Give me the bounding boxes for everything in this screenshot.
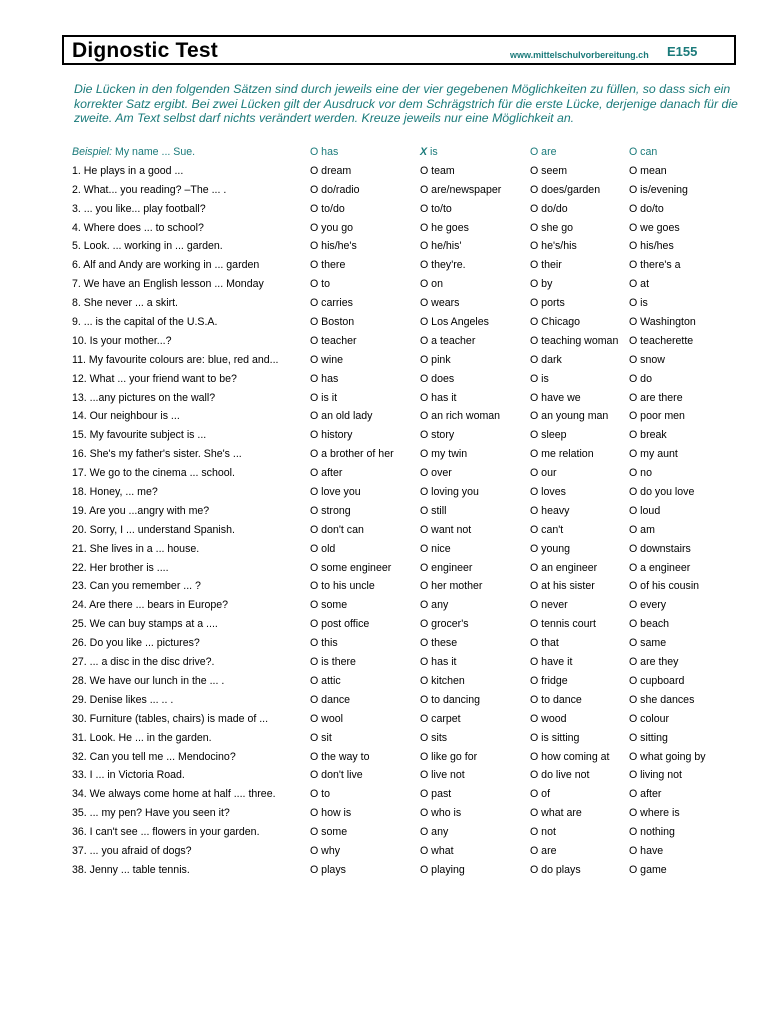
answer-option-2[interactable]: O are/newspaper: [420, 183, 502, 196]
answer-option-2[interactable]: O he/his': [420, 240, 462, 253]
answer-option-4[interactable]: O a engineer: [629, 561, 691, 574]
question-text: 30. Furniture (tables, chairs) is made of ...: [72, 712, 269, 725]
answer-option-3[interactable]: O heavy: [530, 504, 570, 517]
question-text: 6. Alf and Andy are working in ... garden: [72, 259, 260, 272]
answer-option-4[interactable]: O my aunt: [629, 448, 678, 461]
question-row: [72, 390, 762, 409]
answer-option-3[interactable]: O teaching woman: [530, 334, 619, 347]
answer-option-2[interactable]: O sits: [420, 731, 448, 744]
answer-option-1[interactable]: O dream: [310, 164, 352, 177]
answer-option-4[interactable]: O cupboard: [629, 674, 685, 687]
answer-option-1[interactable]: O love you: [310, 486, 361, 499]
answer-option-4[interactable]: O she dances: [629, 693, 695, 706]
question-text: 3. ... you like... play football?: [72, 202, 206, 215]
answer-option-3[interactable]: O do plays: [530, 863, 581, 876]
question-text: 26. Do you like ... pictures?: [72, 637, 200, 650]
answer-option-4[interactable]: O break: [629, 429, 667, 442]
example-row: [72, 144, 762, 163]
instructions: Die Lücken in den folgenden Sätzen sind durch jeweils eine der vier gegebenen Möglichkeiten zu füllen, so dass sich ein korrekter Satz ergibt. Bei zwei Lücken gilt der Ausdruck vor dem Schrägstrich für die erste Lücke, derjenige danach für die zweite. Am Text selbst darf nichts verändert werden. Kreuze jeweils nur eine Möglichkeit an.: [74, 82, 738, 125]
example-option-3[interactable]: O are: [530, 146, 557, 158]
answer-option-2[interactable]: O over: [420, 467, 452, 480]
answer-option-2[interactable]: O past: [420, 788, 452, 801]
answer-option-2[interactable]: O pink: [420, 353, 451, 366]
question-row: [72, 541, 762, 560]
question-text: 38. Jenny ... table tennis.: [72, 863, 190, 876]
answer-option-3[interactable]: O ports: [530, 297, 565, 310]
answer-option-2[interactable]: O an rich woman: [420, 410, 501, 423]
question-row: [72, 711, 762, 730]
answer-option-1[interactable]: O to/do: [310, 202, 345, 215]
answer-option-1[interactable]: O an old lady: [310, 410, 373, 423]
question-row: [72, 862, 762, 881]
answer-option-2[interactable]: O my twin: [420, 448, 468, 461]
answer-option-4[interactable]: O sitting: [629, 731, 668, 744]
answer-option-4[interactable]: O of his cousin: [629, 580, 700, 593]
answer-option-4[interactable]: O Washington: [629, 316, 696, 329]
question-text: 29. Denise likes ... .. .: [72, 693, 174, 706]
answer-option-2[interactable]: O what: [420, 844, 454, 857]
question-row: [72, 692, 762, 711]
answer-option-4[interactable]: O same: [629, 637, 667, 650]
answer-option-4[interactable]: O are they: [629, 656, 679, 669]
question-row: [72, 635, 762, 654]
answer-option-3[interactable]: O not: [530, 826, 556, 839]
question-text: 16. She's my father's sister. She's ...: [72, 448, 242, 461]
question-text: 20. Sorry, I ... understand Spanish.: [72, 523, 235, 536]
answer-option-2[interactable]: O engineer: [420, 561, 473, 574]
answer-option-4[interactable]: O there's a: [629, 259, 681, 272]
answer-option-2[interactable]: O Los Angeles: [420, 316, 489, 329]
question-text: 7. We have an English lesson ... Monday: [72, 278, 264, 291]
answer-option-3[interactable]: O by: [530, 278, 553, 291]
answer-option-2[interactable]: O grocer's: [420, 618, 469, 631]
answer-option-1[interactable]: O don't live: [310, 769, 363, 782]
question-row: [72, 673, 762, 692]
example-option-4[interactable]: O can: [629, 146, 658, 158]
answer-option-3[interactable]: O me relation: [530, 448, 594, 461]
question-text: 37. ... you afraid of dogs?: [72, 844, 192, 857]
answer-option-1[interactable]: O carries: [310, 297, 353, 310]
question-text: 36. I can't see ... flowers in your garden.: [72, 826, 260, 839]
answer-option-4[interactable]: O loud: [629, 504, 661, 517]
question-text: 33. I ... in Victoria Road.: [72, 769, 185, 782]
answer-option-1[interactable]: O teacher: [310, 334, 357, 347]
question-text: 35. ... my pen? Have you seen it?: [72, 807, 230, 820]
answer-option-4[interactable]: O have: [629, 844, 664, 857]
answer-option-1[interactable]: O the way to: [310, 750, 370, 763]
answer-option-4[interactable]: O mean: [629, 164, 667, 177]
answer-option-1[interactable]: O to: [310, 788, 331, 801]
answer-option-4[interactable]: O beach: [629, 618, 670, 631]
question-text: 31. Look. He ... in the garden.: [72, 731, 212, 744]
question-row: [72, 597, 762, 616]
question-text: 12. What ... your friend want to be?: [72, 372, 237, 385]
page-title: Dignostic Test: [72, 39, 218, 62]
answer-option-3[interactable]: O to dance: [530, 693, 582, 706]
question-row: [72, 352, 762, 371]
answer-option-2[interactable]: O kitchen: [420, 674, 465, 687]
answer-option-3[interactable]: O do/do: [530, 202, 568, 215]
answer-option-1[interactable]: O to: [310, 278, 331, 291]
answer-option-3[interactable]: O never: [530, 599, 568, 612]
question-row: [72, 371, 762, 390]
answer-option-4[interactable]: O what going by: [629, 750, 706, 763]
answer-option-1[interactable]: O his/he's: [310, 240, 357, 253]
question-text: 15. My favourite subject is ...: [72, 429, 207, 442]
answer-option-1[interactable]: O wool: [310, 712, 343, 725]
answer-option-4[interactable]: O nothing: [629, 826, 675, 839]
answer-option-1[interactable]: O some: [310, 826, 348, 839]
answer-option-1[interactable]: O how is: [310, 807, 352, 820]
answer-option-3[interactable]: O of: [530, 788, 551, 801]
example-option-2[interactable]: [420, 146, 438, 158]
question-text: 13. ...any pictures on the wall?: [72, 391, 216, 404]
answer-option-2[interactable]: O story: [420, 429, 455, 442]
question-text: 32. Can you tell me ... Mendocino?: [72, 750, 236, 763]
answer-option-1[interactable]: O strong: [310, 504, 351, 517]
answer-option-3[interactable]: O can't: [530, 523, 564, 536]
answer-option-3[interactable]: O he's/his: [530, 240, 577, 253]
answer-option-2[interactable]: O a teacher: [420, 334, 476, 347]
question-text: 5. Look. ... working in ... garden.: [72, 240, 223, 253]
answer-option-3[interactable]: O seem: [530, 164, 568, 177]
question-row: [72, 182, 762, 201]
answer-option-2[interactable]: O playing: [420, 863, 465, 876]
answer-option-3[interactable]: O loves: [530, 486, 566, 499]
answer-option-1[interactable]: O don't can: [310, 523, 364, 536]
question-row: [72, 314, 762, 333]
question-row: [72, 843, 762, 862]
question-row: [72, 749, 762, 768]
answer-option-4[interactable]: O teacherette: [629, 334, 694, 347]
answer-option-3[interactable]: O does/garden: [530, 183, 601, 196]
question-row: [72, 578, 762, 597]
answer-option-3[interactable]: O that: [530, 637, 559, 650]
document-code: E155: [667, 44, 698, 59]
question-row: [72, 446, 762, 465]
answer-option-3[interactable]: O wood: [530, 712, 567, 725]
answer-option-2[interactable]: O loving you: [420, 486, 479, 499]
answer-option-2[interactable]: O live not: [420, 769, 465, 782]
answer-option-4[interactable]: O no: [629, 467, 652, 480]
question-text: 4. Where does ... to school?: [72, 221, 204, 234]
page-header: [62, 35, 736, 65]
question-text: 23. Can you remember ... ?: [72, 580, 201, 593]
answer-option-2[interactable]: O these: [420, 637, 458, 650]
answer-option-3[interactable]: O an engineer: [530, 561, 598, 574]
answer-option-2[interactable]: O team: [420, 164, 455, 177]
question-text: 24. Are there ... bears in Europe?: [72, 599, 229, 612]
question-row: [72, 503, 762, 522]
question-row: [72, 560, 762, 579]
answer-option-3[interactable]: O young: [530, 542, 571, 555]
answer-option-3[interactable]: O their: [530, 259, 562, 272]
answer-option-2[interactable]: O on: [420, 278, 443, 291]
question-row: [72, 522, 762, 541]
answer-option-2[interactable]: O has it: [420, 656, 457, 669]
question-text: 2. What... you reading? –The ... .: [72, 183, 227, 196]
example-label: Beispiel:: [72, 146, 113, 158]
question-text: 22. Her brother is ....: [72, 561, 169, 574]
answer-option-3[interactable]: O have it: [530, 656, 573, 669]
answer-option-2[interactable]: O he goes: [420, 221, 469, 234]
answer-option-3[interactable]: O she go: [530, 221, 573, 234]
answer-option-2[interactable]: O has it: [420, 391, 457, 404]
answer-option-4[interactable]: O every: [629, 599, 667, 612]
question-row: [72, 276, 762, 295]
answer-option-3[interactable]: O do live not: [530, 769, 590, 782]
answer-option-2[interactable]: O want not: [420, 523, 472, 536]
answer-option-1[interactable]: O some: [310, 599, 348, 612]
question-text: 17. We go to the cinema ... school.: [72, 467, 235, 480]
question-row: [72, 408, 762, 427]
question-row: [72, 805, 762, 824]
answer-option-3[interactable]: O sleep: [530, 429, 567, 442]
question-text: 34. We always come home at half .... three.: [72, 788, 276, 801]
question-row: [72, 295, 762, 314]
answer-option-2[interactable]: O to dancing: [420, 693, 481, 706]
question-row: [72, 333, 762, 352]
question-text: 14. Our neighbour is ...: [72, 410, 180, 423]
answer-option-1[interactable]: O is it: [310, 391, 338, 404]
question-row: [72, 201, 762, 220]
answer-option-3[interactable]: O fridge: [530, 674, 568, 687]
question-list: [72, 144, 762, 881]
answer-option-1[interactable]: O attic: [310, 674, 341, 687]
answer-option-1[interactable]: O wine: [310, 353, 343, 366]
answer-option-2[interactable]: O they're.: [420, 259, 466, 272]
answer-option-3[interactable]: O dark: [530, 353, 562, 366]
answer-option-2[interactable]: O like go for: [420, 750, 478, 763]
answer-option-4[interactable]: O do you love: [629, 486, 695, 499]
answer-option-1[interactable]: O is there: [310, 656, 356, 669]
answer-option-1[interactable]: O to his uncle: [310, 580, 375, 593]
question-text: 11. My favourite colours are: blue, red and...: [72, 353, 279, 366]
answer-option-4[interactable]: O game: [629, 863, 667, 876]
question-row: [72, 465, 762, 484]
question-row: [72, 427, 762, 446]
answer-option-1[interactable]: O old: [310, 542, 336, 555]
answer-option-3[interactable]: O are: [530, 844, 557, 857]
answer-option-4[interactable]: O downstairs: [629, 542, 691, 555]
answer-option-4[interactable]: O do/to: [629, 202, 664, 215]
answer-option-4[interactable]: O am: [629, 523, 655, 536]
answer-option-1[interactable]: O some engineer: [310, 561, 392, 574]
answer-option-2[interactable]: O does: [420, 372, 455, 385]
answer-option-4[interactable]: O snow: [629, 353, 665, 366]
question-row: [72, 163, 762, 182]
answer-option-4[interactable]: O we goes: [629, 221, 680, 234]
question-row: [72, 220, 762, 239]
question-row: [72, 767, 762, 786]
answer-option-2[interactable]: O any: [420, 826, 449, 839]
answer-option-3[interactable]: O have we: [530, 391, 581, 404]
answer-option-4[interactable]: O living not: [629, 769, 682, 782]
answer-option-1[interactable]: O there: [310, 259, 346, 272]
answer-option-2[interactable]: O still: [420, 504, 447, 517]
question-text: 9. ... is the capital of the U.S.A.: [72, 316, 218, 329]
question-text: 19. Are you ...angry with me?: [72, 504, 210, 517]
question-row: [72, 616, 762, 635]
question-row: [72, 786, 762, 805]
question-text: 25. We can buy stamps at a ....: [72, 618, 218, 631]
answer-option-1[interactable]: O plays: [310, 863, 346, 876]
question-text: 21. She lives in a ... house.: [72, 542, 200, 555]
question-text: 27. ... a disc in the disc drive?.: [72, 656, 215, 669]
website-url: www.mittelschulvorbereitung.ch: [510, 50, 649, 60]
answer-option-3[interactable]: O an young man: [530, 410, 609, 423]
answer-option-1[interactable]: O post office: [310, 618, 370, 631]
question-text: 8. She never ... a skirt.: [72, 297, 178, 310]
answer-option-3[interactable]: O our: [530, 467, 557, 480]
answer-option-1[interactable]: O you go: [310, 221, 353, 234]
answer-option-4[interactable]: O at: [629, 278, 650, 291]
example-option-1[interactable]: O has: [310, 146, 339, 158]
answer-option-3[interactable]: O Chicago: [530, 316, 581, 329]
answer-option-4[interactable]: O after: [629, 788, 662, 801]
answer-option-3[interactable]: O at his sister: [530, 580, 595, 593]
answer-option-1[interactable]: O Boston: [310, 316, 355, 329]
answer-option-2[interactable]: O wears: [420, 297, 460, 310]
answer-option-2[interactable]: O who is: [420, 807, 462, 820]
question-row: [72, 824, 762, 843]
example-question: [72, 146, 306, 158]
answer-option-4[interactable]: O is: [629, 297, 648, 310]
answer-option-3[interactable]: O what are: [530, 807, 582, 820]
answer-option-4[interactable]: O colour: [629, 712, 670, 725]
question-text: 28. We have our lunch in the ... .: [72, 674, 225, 687]
answer-option-1[interactable]: O sit: [310, 731, 332, 744]
answer-option-1[interactable]: O dance: [310, 693, 351, 706]
answer-option-4[interactable]: O where is: [629, 807, 680, 820]
question-text: 18. Honey, ... me?: [72, 486, 158, 499]
answer-option-4[interactable]: O are there: [629, 391, 683, 404]
answer-option-4[interactable]: O is/evening: [629, 183, 688, 196]
answer-option-2[interactable]: O her mother: [420, 580, 483, 593]
example-text: My name ... Sue.: [112, 146, 196, 158]
answer-option-3[interactable]: O is sitting: [530, 731, 580, 744]
answer-option-3[interactable]: O how coming at: [530, 750, 610, 763]
answer-option-1[interactable]: O why: [310, 844, 341, 857]
cross-mark: X: [420, 146, 428, 158]
answer-option-1[interactable]: O history: [310, 429, 353, 442]
answer-option-1[interactable]: O do/radio: [310, 183, 360, 196]
answer-option-2[interactable]: O nice: [420, 542, 451, 555]
answer-option-2[interactable]: O to/to: [420, 202, 452, 215]
question-row: [72, 238, 762, 257]
example-option-2-text: is: [427, 146, 438, 158]
question-row: [72, 484, 762, 503]
answer-option-1[interactable]: O after: [310, 467, 343, 480]
question-text: 1. He plays in a good ...: [72, 164, 184, 177]
question-row: [72, 730, 762, 749]
answer-option-3[interactable]: O is: [530, 372, 549, 385]
answer-option-1[interactable]: O this: [310, 637, 338, 650]
answer-option-3[interactable]: O tennis court: [530, 618, 596, 631]
answer-option-2[interactable]: O carpet: [420, 712, 461, 725]
answer-option-4[interactable]: O poor men: [629, 410, 685, 423]
answer-option-1[interactable]: O has: [310, 372, 339, 385]
question-text: 10. Is your mother...?: [72, 334, 172, 347]
answer-option-4[interactable]: O do: [629, 372, 652, 385]
answer-option-2[interactable]: O any: [420, 599, 449, 612]
question-row: [72, 257, 762, 276]
answer-option-1[interactable]: O a brother of her: [310, 448, 394, 461]
question-row: [72, 654, 762, 673]
answer-option-4[interactable]: O his/hes: [629, 240, 674, 253]
